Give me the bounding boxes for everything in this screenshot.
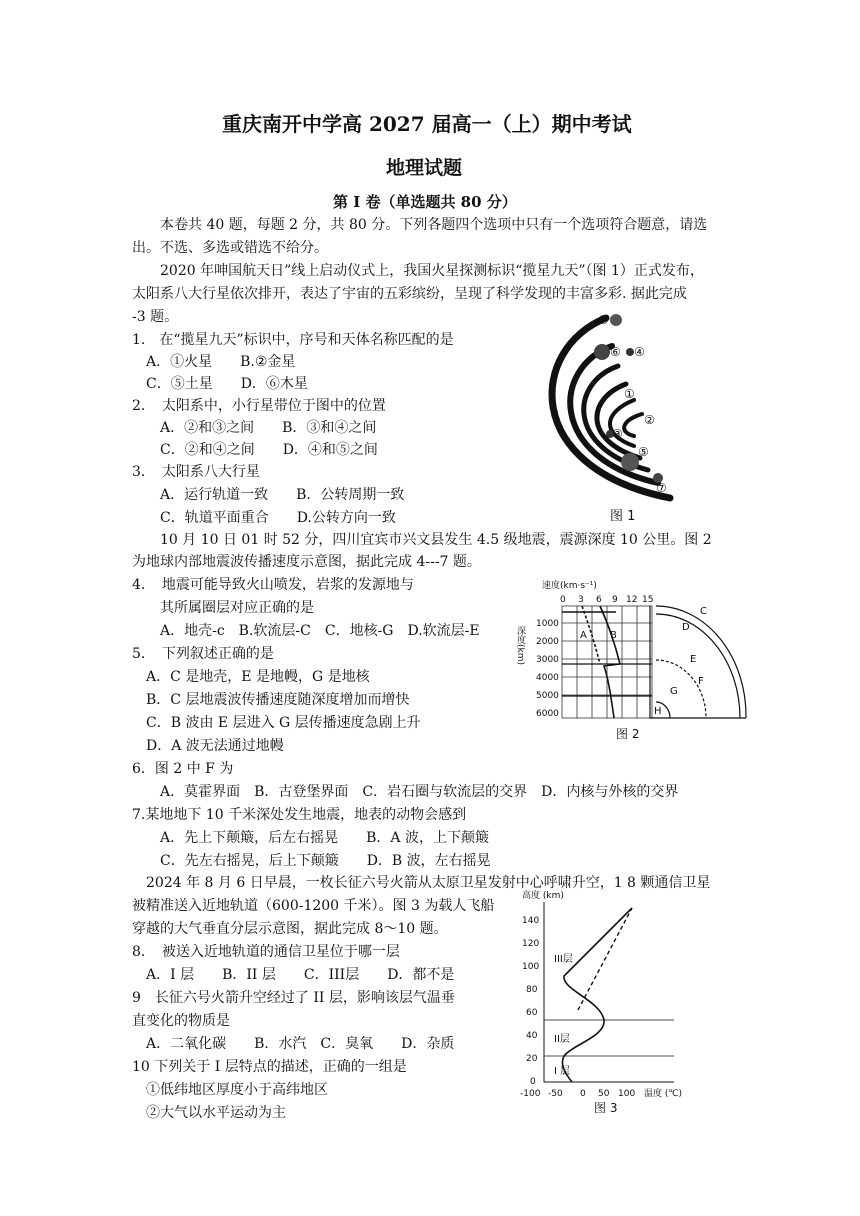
q10-stem: 10 下列关于 I 层特点的描述，正确的一组是: [132, 1059, 407, 1075]
x-tick-100: 100: [618, 1089, 636, 1099]
passage3-line1: 2024 年 8 月 6 日早晨，一枚长征六号火箭从太原卫星发射中心呼啸升空，1 8 颗通信卫星: [146, 875, 711, 891]
figure-1-planet-logo: [530, 308, 710, 528]
layer-f-label: F: [698, 676, 704, 687]
layer-e-label: E: [690, 654, 697, 665]
x-tick-0: 0: [580, 1089, 586, 1099]
y-tick-0: 0: [530, 1077, 536, 1087]
q7-stem: 7.某地地下 10 千米深处发生地震，地表的动物会感到: [132, 807, 467, 823]
y-axis-label: 高度 (km): [522, 891, 564, 901]
y-tick-4000: 4000: [536, 673, 559, 683]
q6-stem: 6．图 2 中 F 为: [132, 761, 234, 777]
x-tick-6: 6: [596, 595, 602, 605]
label-1: ①: [624, 387, 635, 401]
y-tick-5000: 5000: [536, 691, 559, 701]
x-tick-0: 0: [560, 595, 566, 605]
q9-stem-line1: 9 长征六号火箭升空经过了 II 层，影响该层气温垂: [132, 990, 455, 1006]
y-tick-3000: 3000: [536, 655, 559, 665]
q4-options: A．地壳-c B.软流层-C C．地核-G D.软流层-E: [160, 623, 480, 639]
q2-stem: 2． 太阳系中，小行星带位于图中的位置: [132, 398, 386, 414]
y-tick-120: 120: [522, 939, 540, 949]
y-tick-100: 100: [522, 962, 540, 972]
temperature-curve-dashed: [578, 908, 632, 1010]
x-tick-15: 15: [642, 595, 654, 605]
figure-1-caption: 图 1: [610, 509, 636, 524]
figure-2-caption: 图 2: [616, 727, 640, 741]
q6-options: A．莫霍界面 B．古登堡界面 C．岩石圈与软流层的交界 D．内核与外核的交界: [160, 784, 679, 800]
label-6: ⑥: [610, 345, 621, 359]
planet-6: [594, 344, 610, 360]
y-tick-1000: 1000: [536, 619, 559, 629]
y-tick-40: 40: [526, 1031, 538, 1041]
q4-stem-line1: 4． 地震可能导致火山喷发，岩浆的发源地与: [132, 577, 414, 593]
wave-a-label: A: [580, 630, 587, 641]
q5-option-a: A．C 是地壳，E 是地幔，G 是地核: [146, 669, 370, 685]
q7-options-cd: C．先左右摇晃，后上下颠簸 D．B 波，左右摇晃: [160, 853, 491, 869]
q4-stem-line2: 其所属圈层对应正确的是: [160, 600, 314, 616]
planet-4: [626, 348, 634, 356]
x-axis-label: 温度 (℃): [644, 1089, 682, 1099]
q10-item2: ②大气以水平运动为主: [146, 1105, 286, 1121]
x-tick-50: 50: [598, 1089, 610, 1099]
layer-d-label: D: [682, 622, 690, 633]
q1-stem: 1. 在“揽星九天”标识中，序号和天体名称匹配的是: [132, 332, 454, 348]
planet-8: [610, 314, 622, 326]
passage2-line1: 10 月 10 日 01 时 52 分，四川宜宾市兴文县发生 4.5 级地震，震源深度 10 公里。图 2: [160, 532, 712, 548]
figure-2-seismic-diagram: [515, 578, 752, 748]
passage1-line2: 太阳系八大行星依次排开，表达了宇宙的五彩缤纷，呈现了科学发现的丰富多彩. 据此完成: [132, 286, 687, 302]
q5-option-b: B．C 层地震波传播速度随深度增加而增快: [146, 692, 410, 708]
x-tick-12: 12: [626, 595, 638, 605]
label-8: ⑧: [598, 313, 609, 327]
figure-3-atmosphere-chart: [514, 890, 694, 1120]
q9-options: A．二氧化碳 B．水汽 C．臭氧 D．杂质: [146, 1036, 455, 1052]
q5-stem: 5． 下列叙述正确的是: [132, 646, 274, 662]
q3-stem: 3． 太阳系八大行星: [132, 464, 260, 480]
passage3-line3: 穿越的大气垂直分层示意图，据此完成 8～10 题。: [132, 921, 448, 937]
passage1-line3: -3 题。: [132, 309, 179, 325]
label-7: ⑦: [656, 481, 667, 495]
figure-3-caption: 图 3: [594, 1101, 618, 1115]
instructions-line1: 本卷共 40 题，每题 2 分，共 80 分。下列各题四个选项中只有一个选项符合题意，请选: [160, 217, 708, 233]
speed-axis-label: 速度(km·s⁻¹): [542, 581, 597, 591]
q8-stem: 8． 被送入近地轨道的通信卫星位于哪一层: [132, 944, 400, 960]
x-tick-neg50: -50: [548, 1089, 563, 1099]
y-tick-60: 60: [526, 1008, 538, 1018]
y-tick-80: 80: [526, 985, 538, 995]
label-4: ④: [634, 345, 645, 359]
q2-options-ab: A．②和③之间 B．③和④之间: [160, 420, 377, 436]
label-3: ③: [612, 427, 623, 441]
q5-option-c: C．B 波由 E 层进入 G 层传播速度急剧上升: [146, 715, 421, 731]
q2-options-cd: C．②和④之间 D．④和⑤之间: [160, 442, 378, 458]
planet-5: [621, 453, 639, 471]
q1-options-cd: C．⑤土星 D．⑥木星: [146, 376, 308, 392]
wave-b-label: B: [610, 630, 617, 641]
layer-c-label: C: [700, 606, 707, 617]
subject-title: 地理试题: [386, 157, 463, 179]
layer-1-label: I 层: [554, 1066, 571, 1077]
q3-options-cd: C．轨道平面重合 D.公转方向一致: [160, 510, 396, 526]
layer-3-label: III层: [554, 954, 573, 965]
q8-options: A．I 层 B．II 层 C．III层 D．都不是: [146, 967, 455, 983]
label-2: ②: [644, 413, 655, 427]
y-tick-2000: 2000: [536, 637, 559, 647]
q10-item1: ①低纬地区厚度小于高纬地区: [146, 1082, 328, 1098]
q1-options-ab: A．①火星 B.②金星: [146, 354, 296, 370]
x-tick-3: 3: [578, 595, 584, 605]
passage1-line1: 2020 年呻国航天日”线上启动仪式上，我国火星探测标识“揽星九天”（图 1）正式发布，: [160, 263, 704, 279]
passage2-line2: 为地球内部地震波传播速度示意图，据此完成 4---7 题。: [132, 554, 481, 570]
depth-axis-label: 深度(km): [515, 626, 525, 666]
layer-h-label: H: [654, 706, 662, 717]
q5-option-d: D．A 波无法通过地幔: [146, 738, 284, 754]
x-tick-neg100: -100: [520, 1089, 541, 1099]
y-tick-20: 20: [526, 1054, 538, 1064]
y-tick-140: 140: [522, 916, 540, 926]
layer-g-label: G: [670, 686, 678, 697]
y-tick-6000: 6000: [536, 709, 559, 719]
x-tick-9: 9: [612, 595, 618, 605]
page-title: 重庆南开中学高 2027 届高一（上）期中考试: [222, 112, 632, 136]
passage3-line2: 被精准送入近地轨道（600-1200 千米）。图 3 为载人飞船: [132, 898, 495, 914]
instructions-line2: 出。不选、多选或错选不给分。: [132, 240, 328, 256]
q7-options-ab: A．先上下颠簸，后左右摇晃 B．A 波，上下颠簸: [160, 830, 489, 846]
label-5: ⑤: [638, 445, 649, 459]
q3-options-ab: A．运行轨道一致 B．公转周期一致: [160, 487, 405, 503]
layer-2-label: II层: [554, 1034, 570, 1045]
q9-stem-line2: 直变化的物质是: [132, 1013, 230, 1029]
section-heading: 第 I 卷（单选题共 80 分）: [333, 193, 517, 211]
